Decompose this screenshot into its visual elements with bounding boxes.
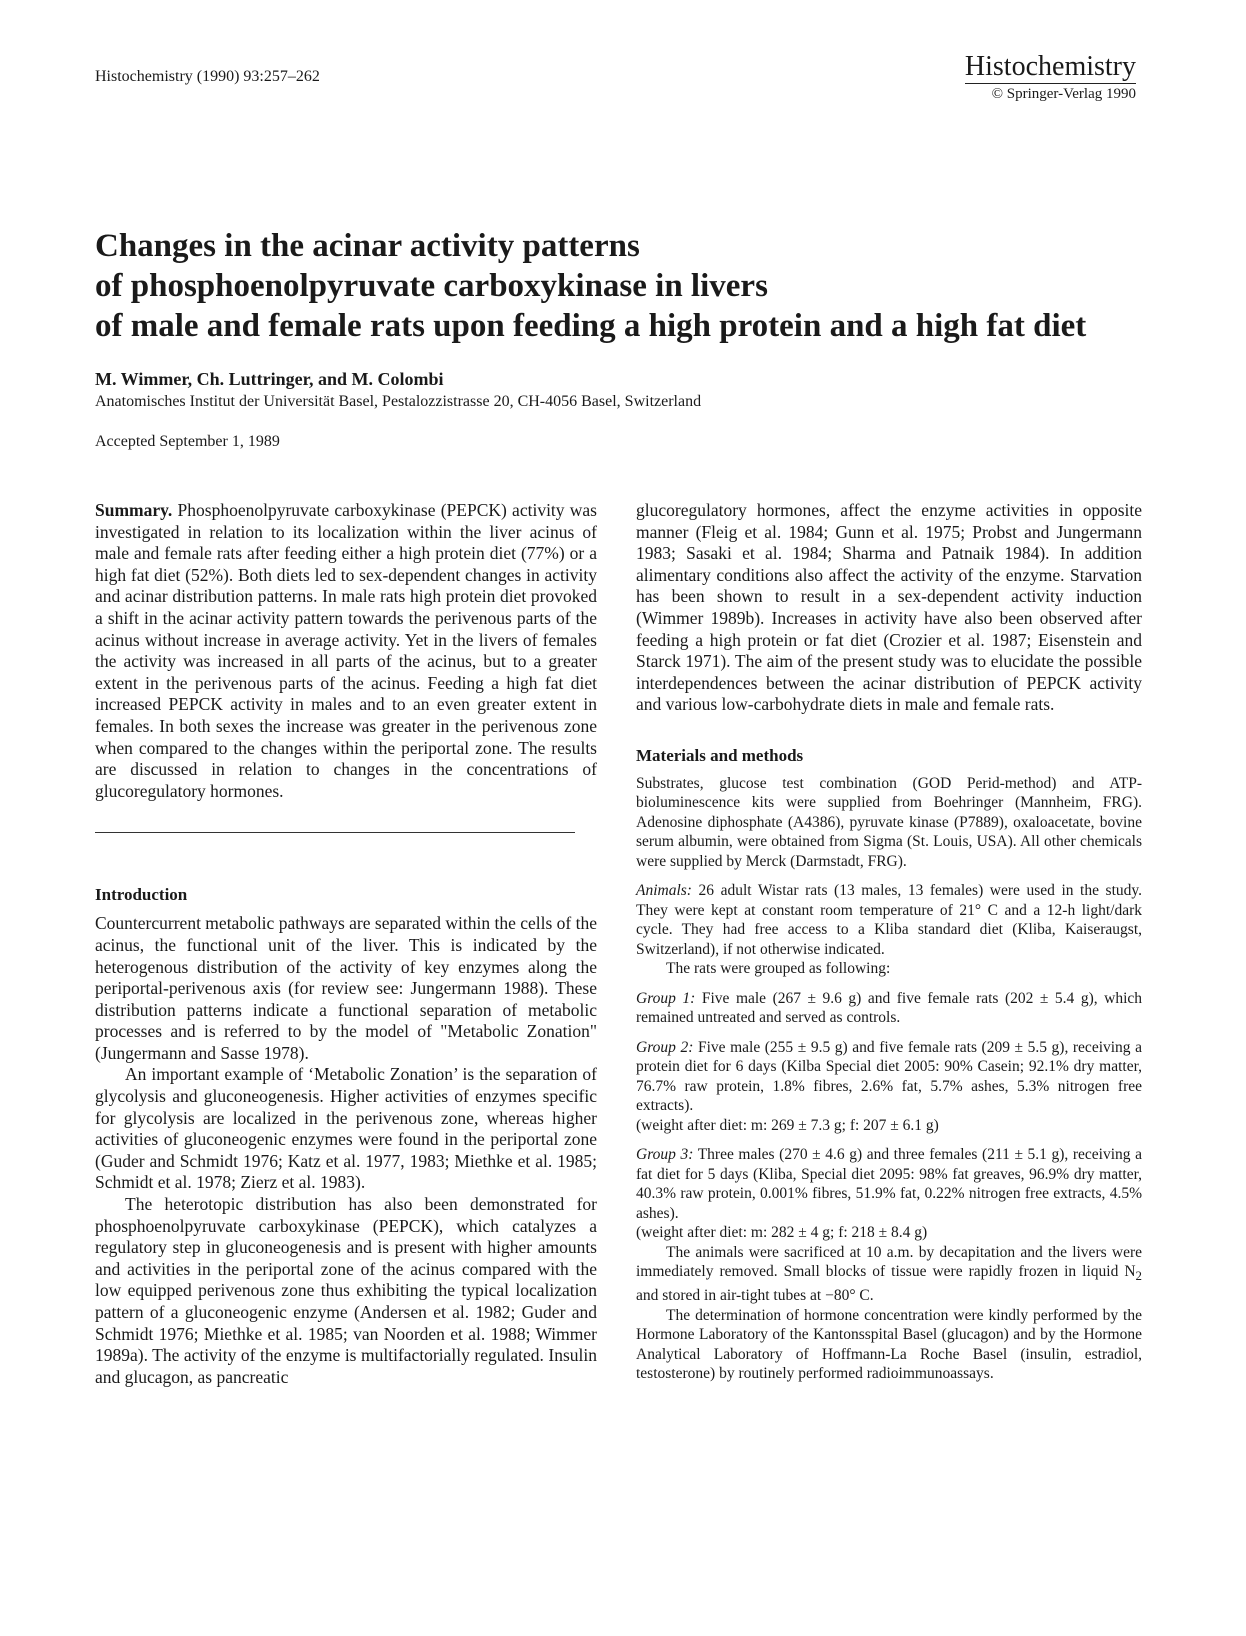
sacrifice-paragraph [636,1243,1142,1306]
title-line: of male and female rats upon feeding a high protein and a high fat diet [95,308,1087,344]
publisher-copyright: © Springer-Verlag 1990 [991,86,1136,102]
grouping-text: The rats were grouped as following: [666,960,891,978]
summary-paragraph [95,500,597,802]
sacrifice-text: The animals were sacrificed at 10 a.m. by decapitation and the livers were immediately removed. Small blocks of tissue were rapidly frozen in liquid N [636,1243,1142,1281]
introduction-heading: Introduction [95,885,188,905]
methods-heading: Materials and methods [636,745,804,765]
animals-text: 26 adult Wistar rats (13 males, 13 females) were used in the study. They were kept at constant room temperature of 21° C and a 12-h light/dark cycle. They had free access to a Kliba standard diet (Kliba, Kaiseraugst, Switzerland), if not otherwise indicated. [636,882,1142,958]
animals-paragraph [636,881,1142,959]
group-2-weight: (weight after diet: m: 269 ± 7.3 g; f: 207 ± 6.1 g) [636,1116,939,1134]
intro-paragraph: The heterotopic distribution has also been demonstrated for phosphoenolpyruvate carboxykinase (PEPCK), which catalyzes a regulatory step in gluconeogenesis and is present with higher amounts and activities in the periportal zone of the acinus compared with the low equipped perivenous zone thus exhibiting the typical localization pattern of a gluconeogenic enzyme (Andersen et al. 1982; Guder and Schmidt 1976; Miethke et al. 1985; van Noorden et al. 1988; Wimmer 1989a). The activity of the enzyme is multifactorially regulated. Insulin and glucagon, as pancreatic [95,1194,597,1387]
animals-label: Animals: [636,882,692,900]
methods-paragraph: Substrates, glucose test combination (GOD Perid-method) and ATP-bioluminescence kits were supplied from Boehringer (Mannheim, FRG). Adenosine diphosphate (A4386), pyruvate kinase (P7889), oxaloacetate, bovine serum albumin, were obtained from Sigma (St. Louis, USA). All other chemicals were supplied by Merck (Darmstadt, FRG). [636,774,1142,870]
journal-name: Histochemistry [964,51,1136,82]
authors: M. Wimmer, Ch. Luttringer, and M. Colombi [95,369,444,389]
group-2-text: Five male (255 ± 9.5 g) and five female rats (209 ± 5.5 g), receiving a protein diet for 6 days (Kilba Special diet 2005: 90% Casein; 92.1% dry matter, 76.7% raw protein, 1.8% fibres, 2.6% fat, 5.7% ashes, 5.3% nitrogen free extracts). [636,1038,1143,1115]
hormone-paragraph: The determination of hormone concentration were kindly performed by the Hormone Laboratory of the Kantonsspital Basel (glucagon) and by the Hormone Analytical Laboratory of Hoffmann-La Roche Basel (insulin, estradiol, testosterone) by routinely performed radioimmunoassays. [636,1306,1142,1383]
right-column [636,500,1142,1384]
intro-paragraph: An important example of ‘Metabolic Zonation’ is the separation of glycolysis and gluconeogenesis. Higher activities of enzymes specific for glycolysis are localized in the perivenous zone, whereas higher activities of gluconeogenic enzymes were found in the periportal zone (Guder and Schmidt 1976; Katz et al. 1977, 1983; Miethke et al. 1985; Schmidt et al. 1978; Zierz et al. 1983). [95,1064,597,1193]
journal-logo [965,52,1136,104]
subscript: 2 [1135,1268,1142,1284]
affiliation: Anatomisches Institut der Universität Basel, Pestalozzistrasse 20, CH-4056 Basel, Switzerland [95,393,702,410]
left-column [95,500,597,1388]
group-1-paragraph [636,989,1142,1028]
summary-label: Summary. [95,500,173,520]
group-2-paragraph [636,1038,1142,1116]
group-2-label: Group 2: [636,1038,694,1056]
article-title [95,226,1155,346]
group-3-text: Three males (270 ± 4.6 g) and three females (211 ± 5.1 g), receiving a fat diet for 5 days (Kliba, Special diet 2095: 98% fat greaves, 96.9% dry matter, 40.3% raw protein, 0.001% fibres, 51.9% fat, 0.22% nitrogen free extracts, 4.5% ashes). [636,1146,1142,1222]
group-3-weight: (weight after diet: m: 282 ± 4 g; f: 218 ± 8.4 g) [636,1224,928,1242]
group-3-paragraph [636,1145,1142,1223]
title-line: Changes in the acinar activity patterns [95,228,640,264]
intro-paragraph: Countercurrent metabolic pathways are separated within the cells of the acinus, the functional unit of the liver. This is indicated by the heterogenous distribution of the activity of key enzymes along the periportal-perivenous axis (for review see: Jungermann 1988). These distribution patterns indicate a functional separation of metabolic processes and is referred to by the model of "Metabolic Zonation" (Jungermann and Sasse 1978). [95,913,597,1063]
journal-reference: Histochemistry (1990) 93:257–262 [95,68,320,85]
title-line: of phosphoenolpyruvate carboxykinase in livers [95,268,768,304]
summary-text: Phosphoenolpyruvate carboxykinase (PEPCK) activity was investigated in relation to its localization within the liver acinus of male and female rats after feeding either a high protein diet (77%) or a high fat diet (52%). Both diets led to sex-dependent changes in activity and acinar distribution patterns. In male rats high protein diet provoked a shift in the acinar activity pattern towards the perivenous parts of the acinus without increase in average activity. Yet in the livers of females the activity was increased in all parts of the acinus, but to a greater extent in the perivenous parts of the acinus. Feeding a high fat diet increased PEPCK activity in males and to an even greater extent in females. In both sexes the increase was greater in the perivenous zone when compared to the changes within the periportal zone. The results are discussed in relation to changes in the concentrations of glucoregulatory hormones. [95,500,597,801]
group-1-text: Five male (267 ± 9.6 g) and five female rats (202 ± 5.4 g), which remained untreated and served as controls. [636,989,1143,1027]
group-1-label: Group 1: [636,989,696,1007]
sacrifice-text-end: and stored in air-tight tubes at −80° C. [636,1287,874,1305]
group-3-label: Group 3: [636,1146,694,1164]
intro-paragraph: glucoregulatory hormones, affect the enzyme activities in opposite manner (Fleig et al. 1984; Gunn et al. 1975; Probst and Jungermann 1983; Sasaki et al. 1984; Sharma and Patnaik 1984). In addition alimentary conditions also affect the activity of the enzyme. Starvation has been shown to result in a sex-dependent activity induction (Wimmer 1989b). Increases in activity have also been observed after feeding a high protein or fat diet (Crozier et al. 1987; Eisenstein and Starck 1971). The aim of the present study was to elucidate the possible interdependences between the acinar distribution of PEPCK activity and various low-carbohydrate diets in male and female rats. [636,500,1142,715]
accepted-date: Accepted September 1, 1989 [95,433,280,450]
